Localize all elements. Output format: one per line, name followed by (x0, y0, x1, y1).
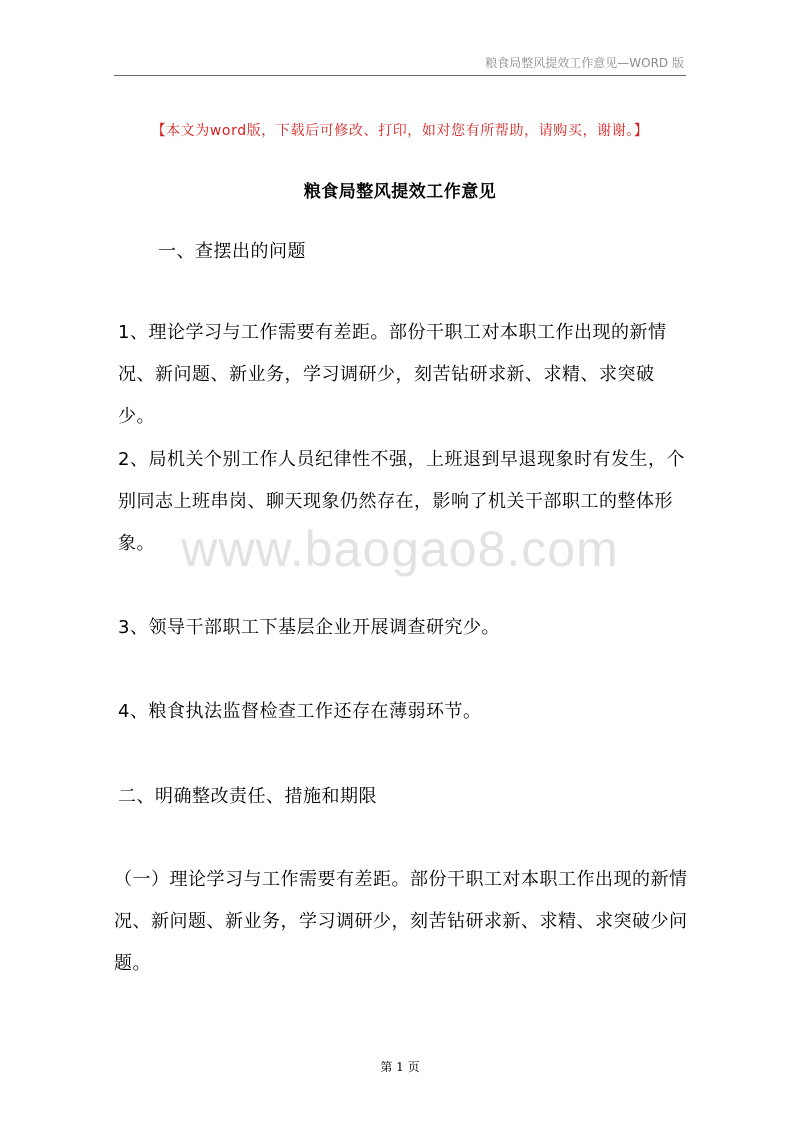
paragraph-3: 3、领导干部职工下基层企业开展调查研究少。 (118, 617, 500, 638)
document-title: 粮食局整风提效工作意见 (303, 182, 497, 202)
header-rule (114, 75, 686, 76)
section-heading-2: 二、明确整改责任、措施和期限 (118, 786, 377, 807)
running-header: 粮食局整风提效工作意见—WORD 版 (485, 56, 684, 70)
paragraph-4: 4、粮食执法监督检查工作还存在薄弱环节。 (118, 701, 482, 722)
page-number: 第 1 页 (380, 1060, 420, 1074)
watermark: www.baogao8.com (181, 521, 619, 577)
purchase-notice: 【本文为word版，下载后可修改、打印，如对您有所帮助，请购买，谢谢。】 (151, 123, 649, 139)
section-heading-1: 一、查摆出的问题 (158, 241, 306, 262)
paragraph-5: （一）理论学习与工作需要有差距。部份干职工对本职工作出现的新情况、新问题、新业务，学习调研少，刻苦钻研求新、求精、求突破少问题。 (114, 869, 688, 974)
paragraph-1: 1、理论学习与工作需要有差距。部份干职工对本职工作出现的新情况、新问题、新业务，学习调研少，刻苦钻研求新、求精、求突破少。 (118, 322, 667, 427)
paragraph-2: 2、局机关个别工作人员纪律性不强，上班退到早退现象时有发生，个别同志上班串岗、聊天现象仍然存在，影响了机关干部职工的整体形象。 (118, 449, 685, 554)
